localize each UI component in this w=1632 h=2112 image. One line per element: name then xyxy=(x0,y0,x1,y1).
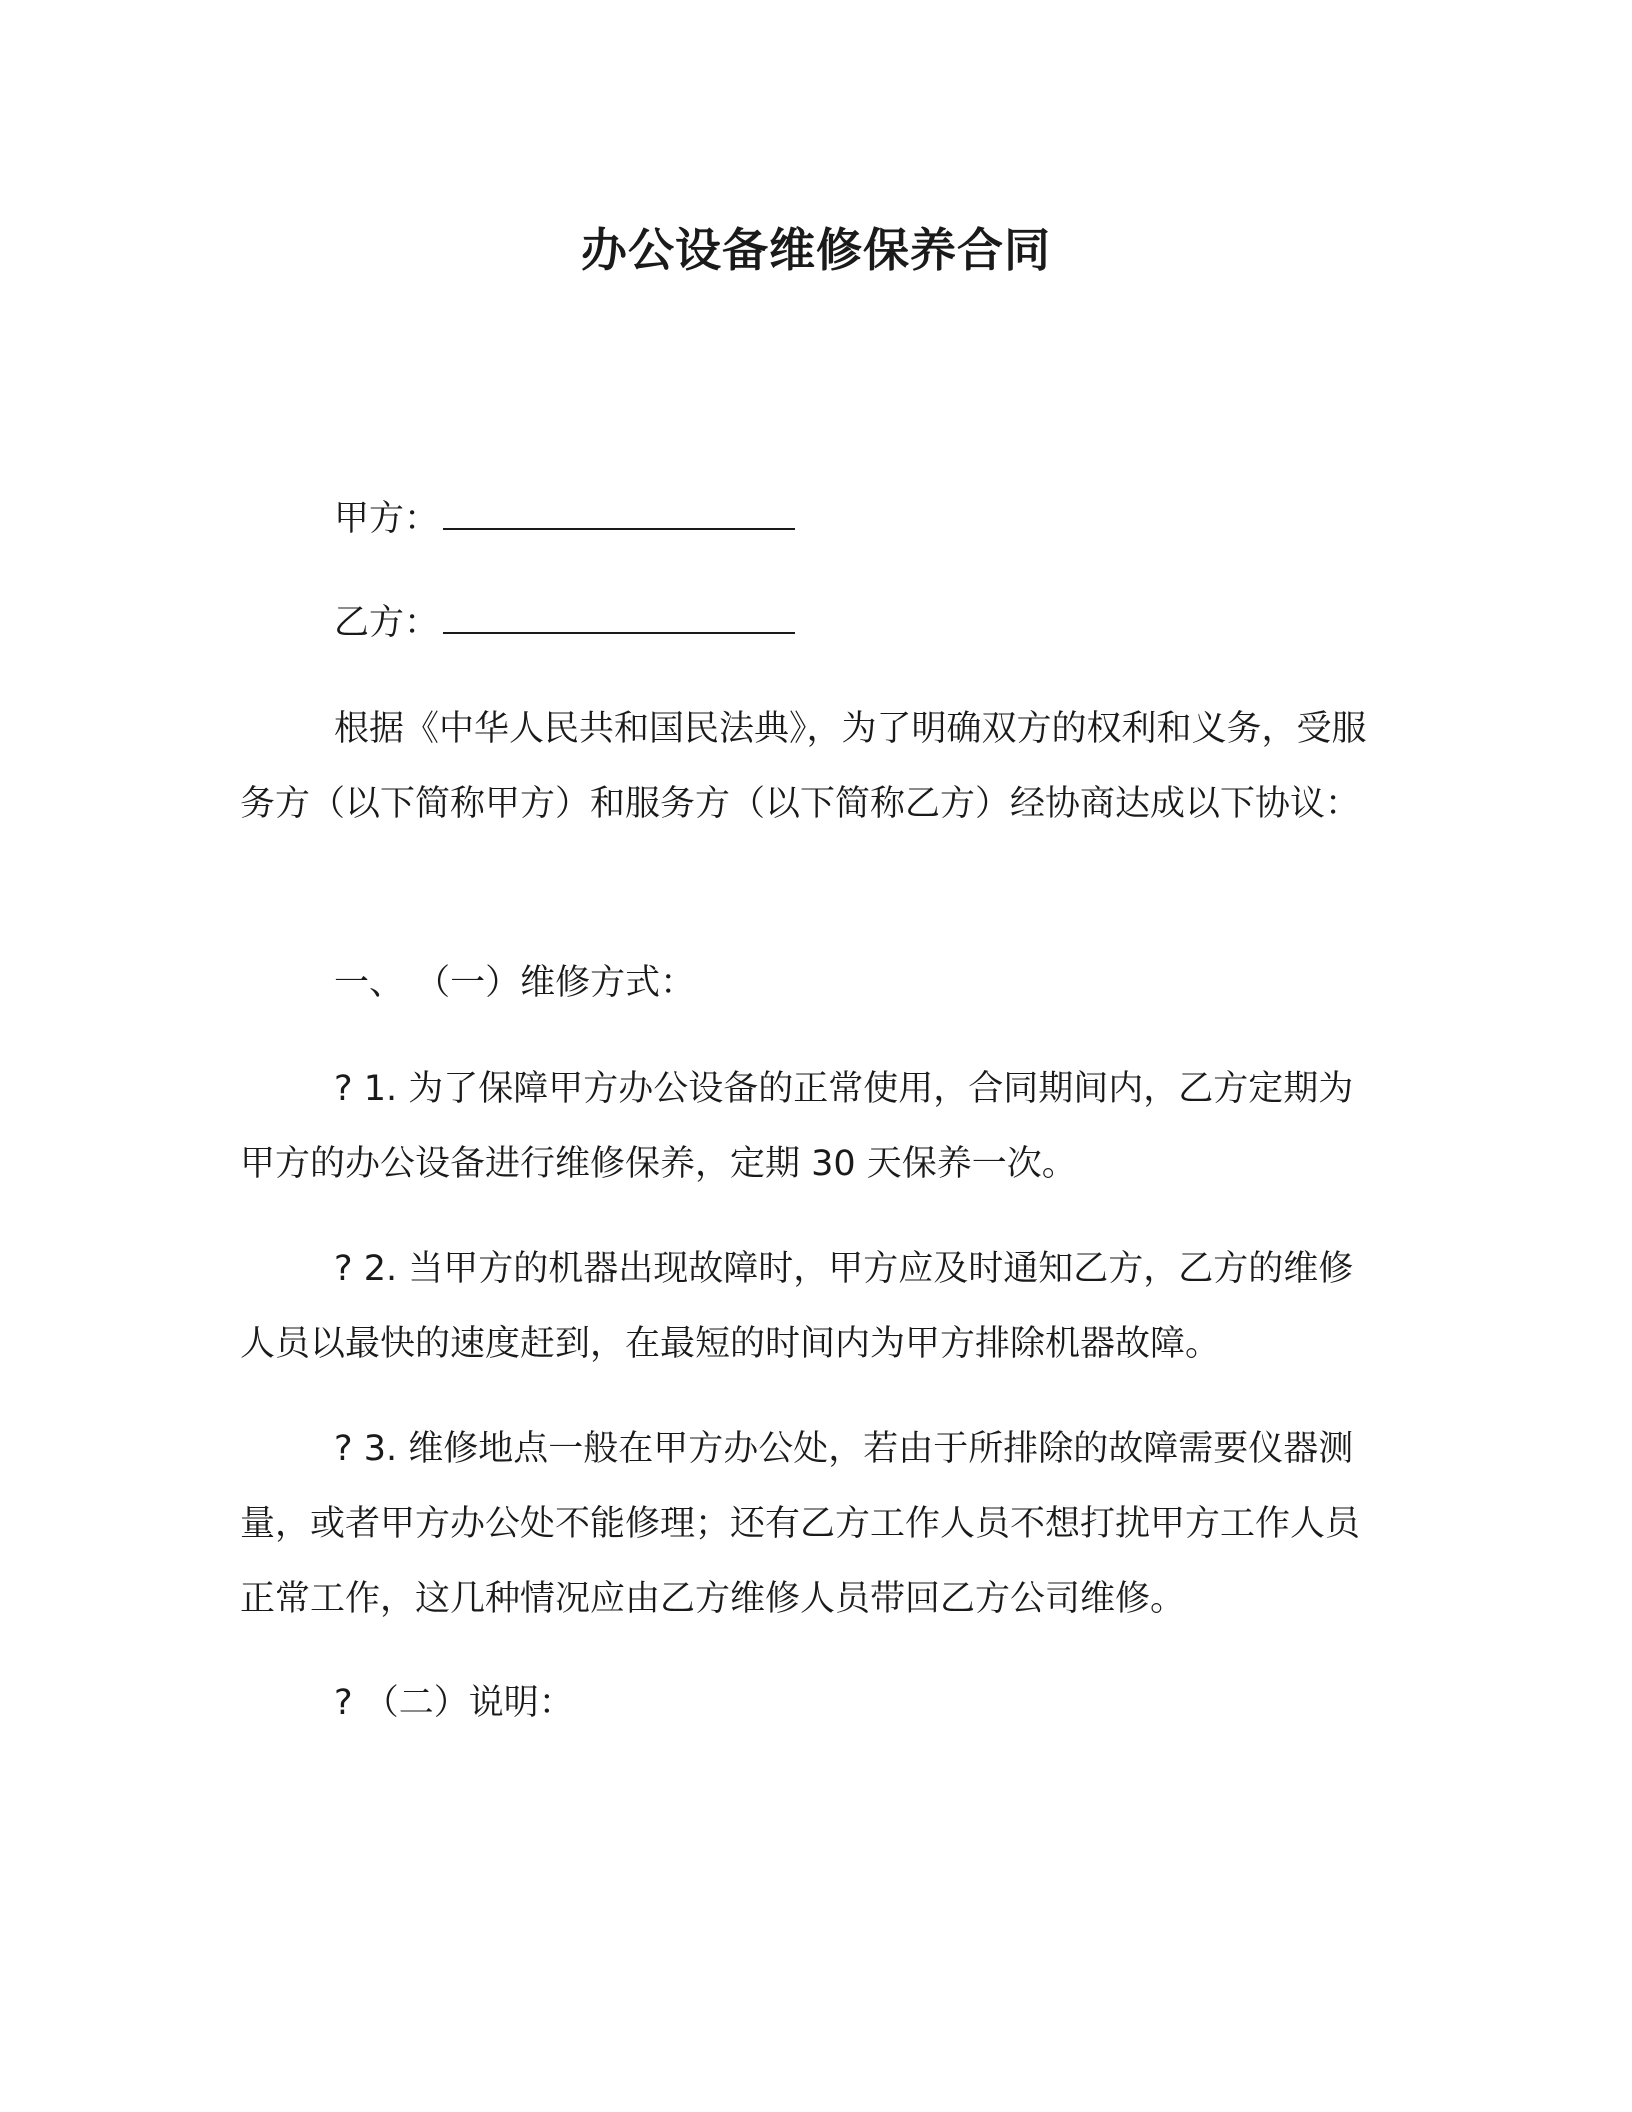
document-title: 办公设备维修保养合同 xyxy=(581,223,1051,277)
item-1-paragraph: ? 1. 为了保障甲方办公设备的正常使用，合同期间内，乙方定期为甲方的办公设备进行维修保养，定期 30 天保养一次。 xyxy=(240,1069,1354,1184)
item-2-paragraph: ? 2. 当甲方的机器出现故障时，甲方应及时通知乙方，乙方的维修人员以最快的速度赶到，在最短的时间内为甲方排除机器故障。 xyxy=(240,1249,1354,1364)
party-a-label: 甲方： xyxy=(334,499,440,539)
item-3-paragraph: ? 3. 维修地点一般在甲方办公处，若由于所排除的故障需要仪器测量，或者甲方办公处不能修理；还有乙方工作人员不想打扰甲方工作人员正常工作，这几种情况应由乙方维修人员带回乙方公司维修。 xyxy=(240,1429,1361,1619)
intro-paragraph: 根据《中华人民共和国民法典》，为了明确双方的权利和义务，受服务方（以下简称甲方）和服务方（以下简称乙方）经协商达成以下协议： xyxy=(240,709,1367,824)
party-b-label: 乙方： xyxy=(334,603,440,643)
party-a-line xyxy=(334,494,795,544)
section-2-heading: ? （二）说明： xyxy=(334,1683,574,1723)
party-b-blank xyxy=(443,602,795,634)
party-b-line xyxy=(334,598,795,648)
section-1-heading: 一、 （一）维修方式： xyxy=(334,963,696,1003)
party-a-blank xyxy=(443,498,795,530)
